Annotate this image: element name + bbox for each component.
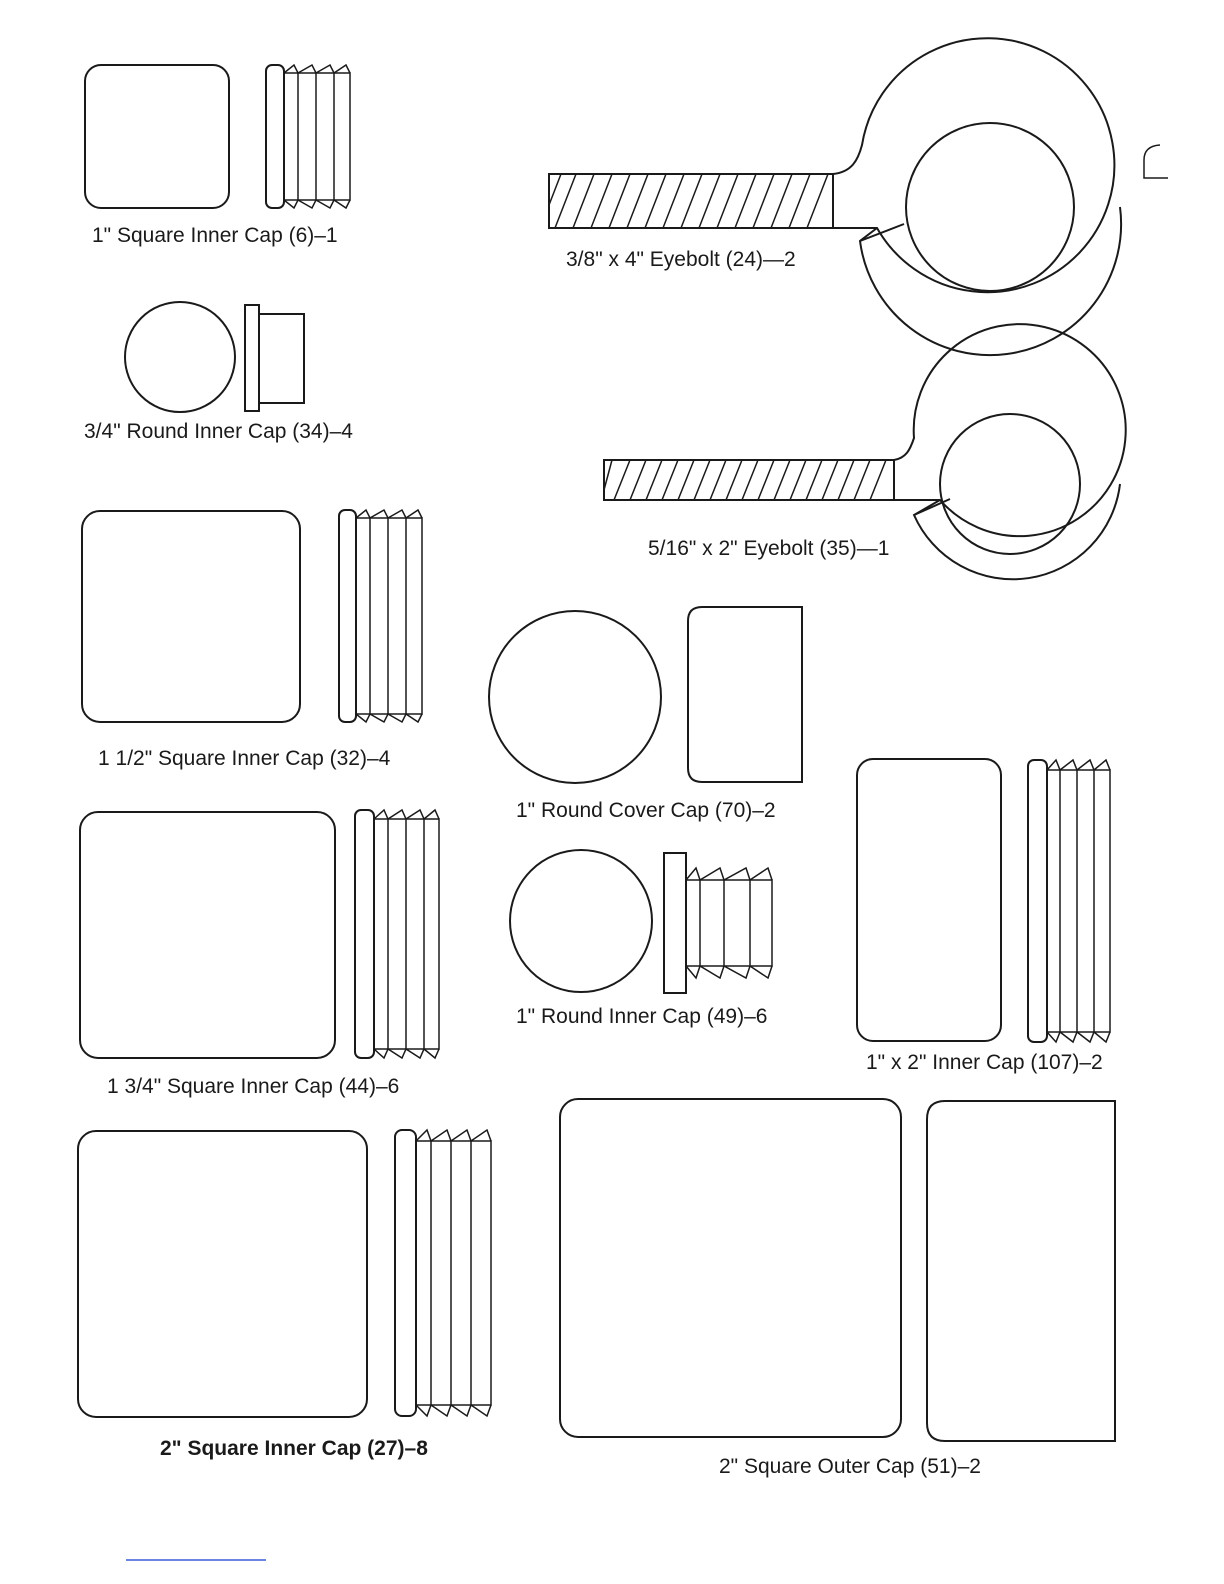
part-label: 1" x 2" Inner Cap (107)–2 [866, 1051, 1103, 1074]
margin-marks [126, 145, 1168, 1560]
part-label: 2" Square Outer Cap (51)–2 [719, 1455, 981, 1478]
part-drawing-1-3-4-square-inner-cap [80, 810, 439, 1058]
part-label: 1" Square Inner Cap (6)–1 [92, 224, 338, 247]
part-label: 2" Square Inner Cap (27)–8 [160, 1437, 428, 1460]
part-drawing-3-8-eyebolt [549, 38, 1121, 355]
part-drawing-1in-round-inner-cap [510, 850, 772, 993]
part-label: 1" Round Inner Cap (49)–6 [516, 1005, 768, 1028]
part-label: 1 1/2" Square Inner Cap (32)–4 [98, 747, 391, 770]
part-label: 3/4" Round Inner Cap (34)–4 [84, 420, 353, 443]
part-drawing-1-1-2-square-inner-cap [82, 510, 422, 722]
part-drawing-1in-square-inner-cap [85, 65, 350, 208]
part-label: 3/8" x 4" Eyebolt (24)—2 [566, 248, 796, 271]
part-label: 5/16" x 2" Eyebolt (35)—1 [648, 537, 890, 560]
part-drawing-1x2-inner-cap [857, 759, 1110, 1042]
part-drawing-3-4-round-inner-cap [125, 302, 304, 412]
part-label: 1 3/4" Square Inner Cap (44)–6 [107, 1075, 400, 1098]
eyebolt-thread-hatching [604, 460, 886, 500]
part-drawing-1in-round-cover-cap [489, 607, 802, 783]
eyebolt-thread-hatching [549, 174, 828, 228]
part-drawing-2in-square-outer-cap [560, 1099, 1115, 1441]
part-label: 1" Round Cover Cap (70)–2 [516, 799, 776, 822]
part-drawing-2in-square-inner-cap [78, 1130, 491, 1417]
